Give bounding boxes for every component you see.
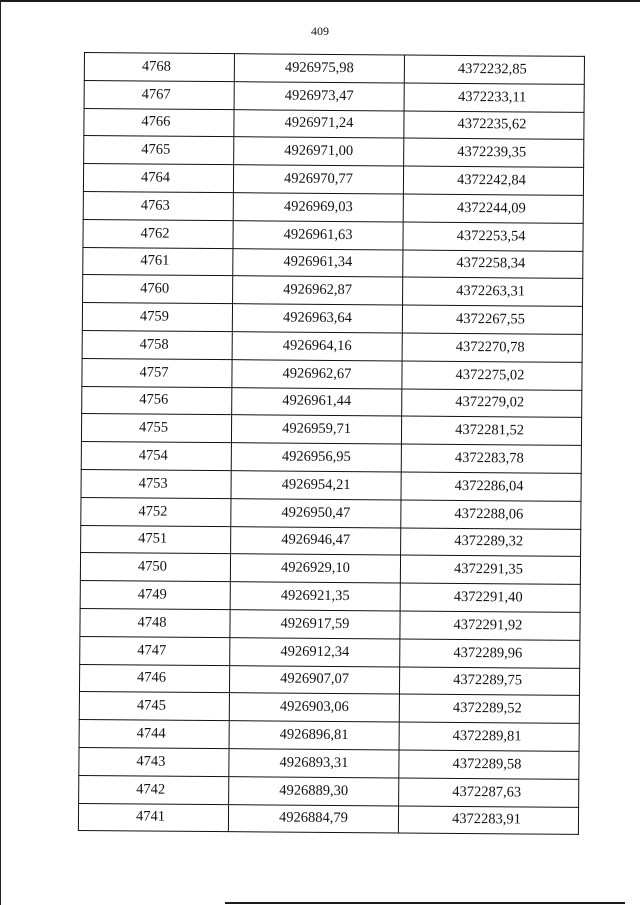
y-coordinate-cell (404, 55, 584, 84)
y-coordinate-cell-text: 4372253,54 (456, 227, 526, 245)
x-coordinate-cell-text: 4926973,47 (284, 87, 354, 104)
scan-border-bottom (225, 902, 625, 904)
y-coordinate-cell-text: 4372242,84 (457, 172, 527, 189)
x-coordinate-cell-text: 4926903,06 (279, 698, 349, 716)
point-number-cell (83, 164, 233, 193)
y-coordinate-cell (403, 222, 583, 251)
y-coordinate-cell (403, 250, 583, 279)
x-coordinate-cell (232, 387, 402, 416)
table-row (83, 275, 583, 307)
point-number-cell (82, 386, 232, 415)
x-coordinate-cell-text: 4926975,98 (284, 59, 354, 77)
y-coordinate-cell (402, 305, 582, 334)
y-coordinate-cell-text: 4372287,63 (452, 783, 522, 801)
y-coordinate-cell (401, 472, 581, 501)
y-coordinate-cell-text: 4372244,09 (456, 199, 526, 217)
point-number-cell-text: 4768 (141, 58, 171, 75)
x-coordinate-cell-text: 4926907,07 (280, 670, 350, 688)
point-number-cell-text: 4758 (139, 336, 169, 353)
y-coordinate-cell (402, 389, 582, 418)
y-coordinate-cell-text: 4372291,35 (453, 561, 523, 578)
point-number-cell (82, 330, 232, 359)
point-number-cell-text: 4742 (136, 781, 166, 798)
y-coordinate-cell-text: 4372233,11 (457, 88, 527, 106)
point-number-cell (80, 608, 230, 637)
x-coordinate-cell (229, 749, 399, 778)
page-number: 409 (311, 24, 329, 38)
table-row (84, 80, 584, 112)
y-coordinate-cell (398, 806, 578, 835)
point-number-cell (83, 219, 233, 248)
y-coordinate-cell-text: 4372235,62 (457, 116, 527, 133)
x-coordinate-cell-text: 4926946,47 (281, 532, 351, 549)
point-number-cell (83, 191, 233, 220)
y-coordinate-cell (399, 750, 579, 779)
point-number-cell (81, 469, 231, 498)
y-coordinate-cell-text: 4372291,92 (453, 616, 523, 634)
y-coordinate-cell-text: 4372291,40 (453, 588, 523, 606)
point-number-cell-text: 4760 (140, 280, 170, 297)
x-coordinate-cell (231, 443, 401, 472)
scan-border-top (0, 0, 640, 2)
point-number-cell-text: 4759 (139, 308, 169, 325)
x-coordinate-cell (234, 54, 404, 83)
point-number-cell (82, 358, 232, 387)
x-coordinate-cell-text: 4926896,81 (279, 726, 349, 744)
table-row (80, 608, 580, 640)
y-coordinate-cell-text: 4372275,02 (455, 366, 525, 384)
x-coordinate-cell-text: 4926959,71 (282, 420, 352, 438)
x-coordinate-cell (234, 81, 404, 110)
x-coordinate-cell (230, 554, 400, 583)
y-coordinate-cell-text: 4372258,34 (456, 255, 526, 272)
table-row (84, 53, 584, 85)
table-row (80, 636, 580, 668)
point-number-cell (84, 108, 234, 137)
point-number-cell (80, 636, 230, 665)
y-coordinate-cell (399, 694, 579, 723)
y-coordinate-cell (404, 83, 584, 112)
y-coordinate-cell (399, 722, 579, 751)
point-number-cell-text: 4754 (138, 447, 168, 464)
y-coordinate-cell-text: 4372232,85 (457, 60, 527, 78)
y-coordinate-cell (399, 667, 579, 696)
x-coordinate-cell-text: 4926950,47 (281, 504, 351, 521)
point-number-cell-text: 4766 (141, 113, 171, 131)
x-coordinate-cell-text: 4926912,34 (280, 643, 350, 660)
point-number-cell-text: 4757 (139, 364, 169, 381)
x-coordinate-cell-text: 4926956,95 (281, 448, 351, 466)
x-coordinate-cell (234, 137, 404, 166)
point-number-cell-text: 4744 (136, 725, 166, 742)
y-coordinate-cell-text: 4372279,02 (455, 394, 525, 411)
table-row (84, 108, 584, 140)
point-number-cell-text: 4752 (138, 503, 168, 520)
point-number-cell-text: 4748 (137, 614, 167, 631)
y-coordinate-cell-text: 4372289,32 (454, 533, 524, 550)
table-row (79, 775, 579, 807)
point-number-cell (81, 442, 231, 471)
point-number-cell (79, 692, 229, 721)
y-coordinate-cell-text: 4372286,04 (454, 477, 524, 495)
x-coordinate-cell (230, 637, 400, 666)
y-coordinate-cell-text: 4372289,75 (453, 672, 523, 689)
x-coordinate-cell (232, 304, 402, 333)
x-coordinate-cell-text: 4926961,44 (282, 393, 352, 410)
coordinates-table (78, 52, 585, 835)
point-number-cell (81, 525, 231, 554)
table-row (83, 164, 583, 196)
point-number-cell (81, 414, 231, 443)
point-number-cell-text: 4763 (140, 197, 170, 214)
table-row (81, 497, 581, 529)
point-number-cell-text: 4749 (137, 586, 167, 603)
y-coordinate-cell (401, 416, 581, 445)
point-number-cell-text: 4745 (136, 697, 166, 714)
y-coordinate-cell (399, 778, 579, 807)
x-coordinate-cell (233, 165, 403, 194)
y-coordinate-cell-text: 4372289,81 (452, 727, 522, 745)
point-number-cell (78, 803, 228, 832)
point-number-cell-text: 4755 (138, 419, 169, 436)
table-row (81, 525, 581, 557)
y-coordinate-cell (400, 555, 580, 584)
point-number-cell (84, 136, 234, 165)
table-row (79, 747, 579, 779)
y-coordinate-cell (404, 111, 584, 140)
x-coordinate-cell (233, 220, 403, 249)
x-coordinate-cell (233, 193, 403, 222)
x-coordinate-cell-text: 4926969,03 (283, 198, 353, 215)
table-row (78, 803, 578, 835)
scan-border-left (0, 0, 1, 905)
x-coordinate-cell-text: 4926961,63 (283, 226, 353, 243)
x-coordinate-cell (229, 693, 399, 722)
table-row (82, 330, 582, 362)
y-coordinate-cell-text: 4372281,52 (455, 422, 525, 439)
x-coordinate-cell-text: 4926970,77 (284, 170, 354, 188)
coordinates-table-body (78, 53, 584, 835)
x-coordinate-cell-text: 4926963,64 (282, 309, 352, 327)
x-coordinate-cell-text: 4926971,00 (284, 142, 354, 160)
x-coordinate-cell-text: 4926962,67 (282, 365, 352, 382)
x-coordinate-cell-text: 4926893,31 (279, 754, 349, 771)
y-coordinate-cell-text: 4372283,91 (451, 811, 521, 828)
x-coordinate-cell (228, 804, 398, 833)
point-number-cell (79, 664, 229, 693)
y-coordinate-cell-text: 4372283,78 (454, 449, 524, 467)
table-row (79, 692, 579, 724)
y-coordinate-cell (401, 528, 581, 557)
point-number-cell-text: 4765 (141, 141, 171, 158)
y-coordinate-cell-text: 4372267,55 (455, 310, 525, 328)
y-coordinate-cell (403, 277, 583, 306)
point-number-cell-text: 4741 (135, 808, 166, 826)
x-coordinate-cell-text: 4926954,21 (281, 476, 351, 493)
x-coordinate-cell (230, 610, 400, 639)
point-number-cell-text: 4761 (140, 252, 170, 270)
x-coordinate-cell (231, 471, 401, 500)
point-number-cell (79, 775, 229, 804)
table-row (84, 136, 584, 168)
point-number-cell-text: 4756 (139, 391, 169, 409)
x-coordinate-cell (229, 665, 399, 694)
y-coordinate-cell (400, 611, 580, 640)
table-row (82, 358, 582, 390)
point-number-cell-text: 4764 (140, 169, 171, 186)
point-number-cell (79, 747, 229, 776)
table-row (81, 442, 581, 474)
y-coordinate-cell-text: 4372239,35 (457, 144, 527, 161)
table-row (80, 553, 580, 585)
y-coordinate-cell-text: 4372289,52 (452, 700, 522, 717)
point-number-cell (84, 80, 234, 109)
x-coordinate-cell (229, 776, 399, 805)
table-row (79, 720, 579, 752)
point-number-cell-text: 4767 (141, 86, 171, 103)
point-number-cell-text: 4743 (136, 753, 166, 770)
y-coordinate-cell (403, 194, 583, 223)
point-number-cell-text: 4751 (138, 530, 168, 548)
x-coordinate-cell (231, 526, 401, 555)
point-number-cell-text: 4746 (137, 669, 167, 687)
point-number-cell (83, 275, 233, 304)
point-number-cell (81, 497, 231, 526)
table-row (83, 191, 583, 223)
point-number-cell (79, 720, 229, 749)
point-number-cell (83, 247, 233, 276)
y-coordinate-cell-text: 4372289,58 (452, 755, 522, 773)
table-row (83, 219, 583, 251)
x-coordinate-cell-text: 4926971,24 (284, 115, 354, 132)
x-coordinate-cell (233, 248, 403, 277)
x-coordinate-cell-text: 4926884,79 (278, 809, 348, 827)
table-row (81, 414, 581, 446)
x-coordinate-cell (234, 109, 404, 138)
point-number-cell (80, 581, 230, 610)
x-coordinate-cell-text: 4926921,35 (280, 587, 350, 605)
point-number-cell-text: 4750 (137, 558, 168, 575)
table-row (83, 247, 583, 279)
point-number-cell (84, 53, 234, 82)
table-row (79, 664, 579, 696)
point-number-cell-text: 4762 (140, 225, 170, 242)
x-coordinate-cell (232, 359, 402, 388)
x-coordinate-cell (232, 332, 402, 361)
point-number-cell-text: 4753 (138, 475, 168, 492)
x-coordinate-cell (231, 498, 401, 527)
y-coordinate-cell (400, 583, 580, 612)
y-coordinate-cell (403, 166, 583, 195)
x-coordinate-cell (229, 721, 399, 750)
y-coordinate-cell-text: 4372263,31 (456, 283, 526, 300)
point-number-cell (80, 553, 230, 582)
y-coordinate-cell-text: 4372288,06 (454, 505, 524, 523)
x-coordinate-cell (233, 276, 403, 305)
table-row (80, 581, 580, 613)
table-row (81, 469, 581, 501)
point-number-cell-text: 4747 (137, 642, 167, 659)
x-coordinate-cell-text: 4926964,16 (282, 337, 352, 354)
table-row (82, 303, 582, 335)
x-coordinate-cell (230, 582, 400, 611)
point-number-cell (82, 303, 232, 332)
y-coordinate-cell-text: 4372289,96 (453, 644, 523, 662)
x-coordinate-cell-text: 4926917,59 (280, 615, 350, 632)
table-row (82, 386, 582, 418)
x-coordinate-cell-text: 4926889,30 (279, 782, 349, 799)
y-coordinate-cell-text: 4372270,78 (455, 338, 525, 356)
y-coordinate-cell (401, 444, 581, 473)
y-coordinate-cell (404, 138, 584, 167)
y-coordinate-cell (402, 361, 582, 390)
x-coordinate-cell-text: 4926961,34 (283, 254, 353, 271)
x-coordinate-cell-text: 4926962,87 (283, 281, 353, 299)
y-coordinate-cell (400, 639, 580, 668)
y-coordinate-cell (401, 500, 581, 529)
x-coordinate-cell-text: 4926929,10 (280, 559, 350, 577)
x-coordinate-cell (231, 415, 401, 444)
y-coordinate-cell (402, 333, 582, 362)
